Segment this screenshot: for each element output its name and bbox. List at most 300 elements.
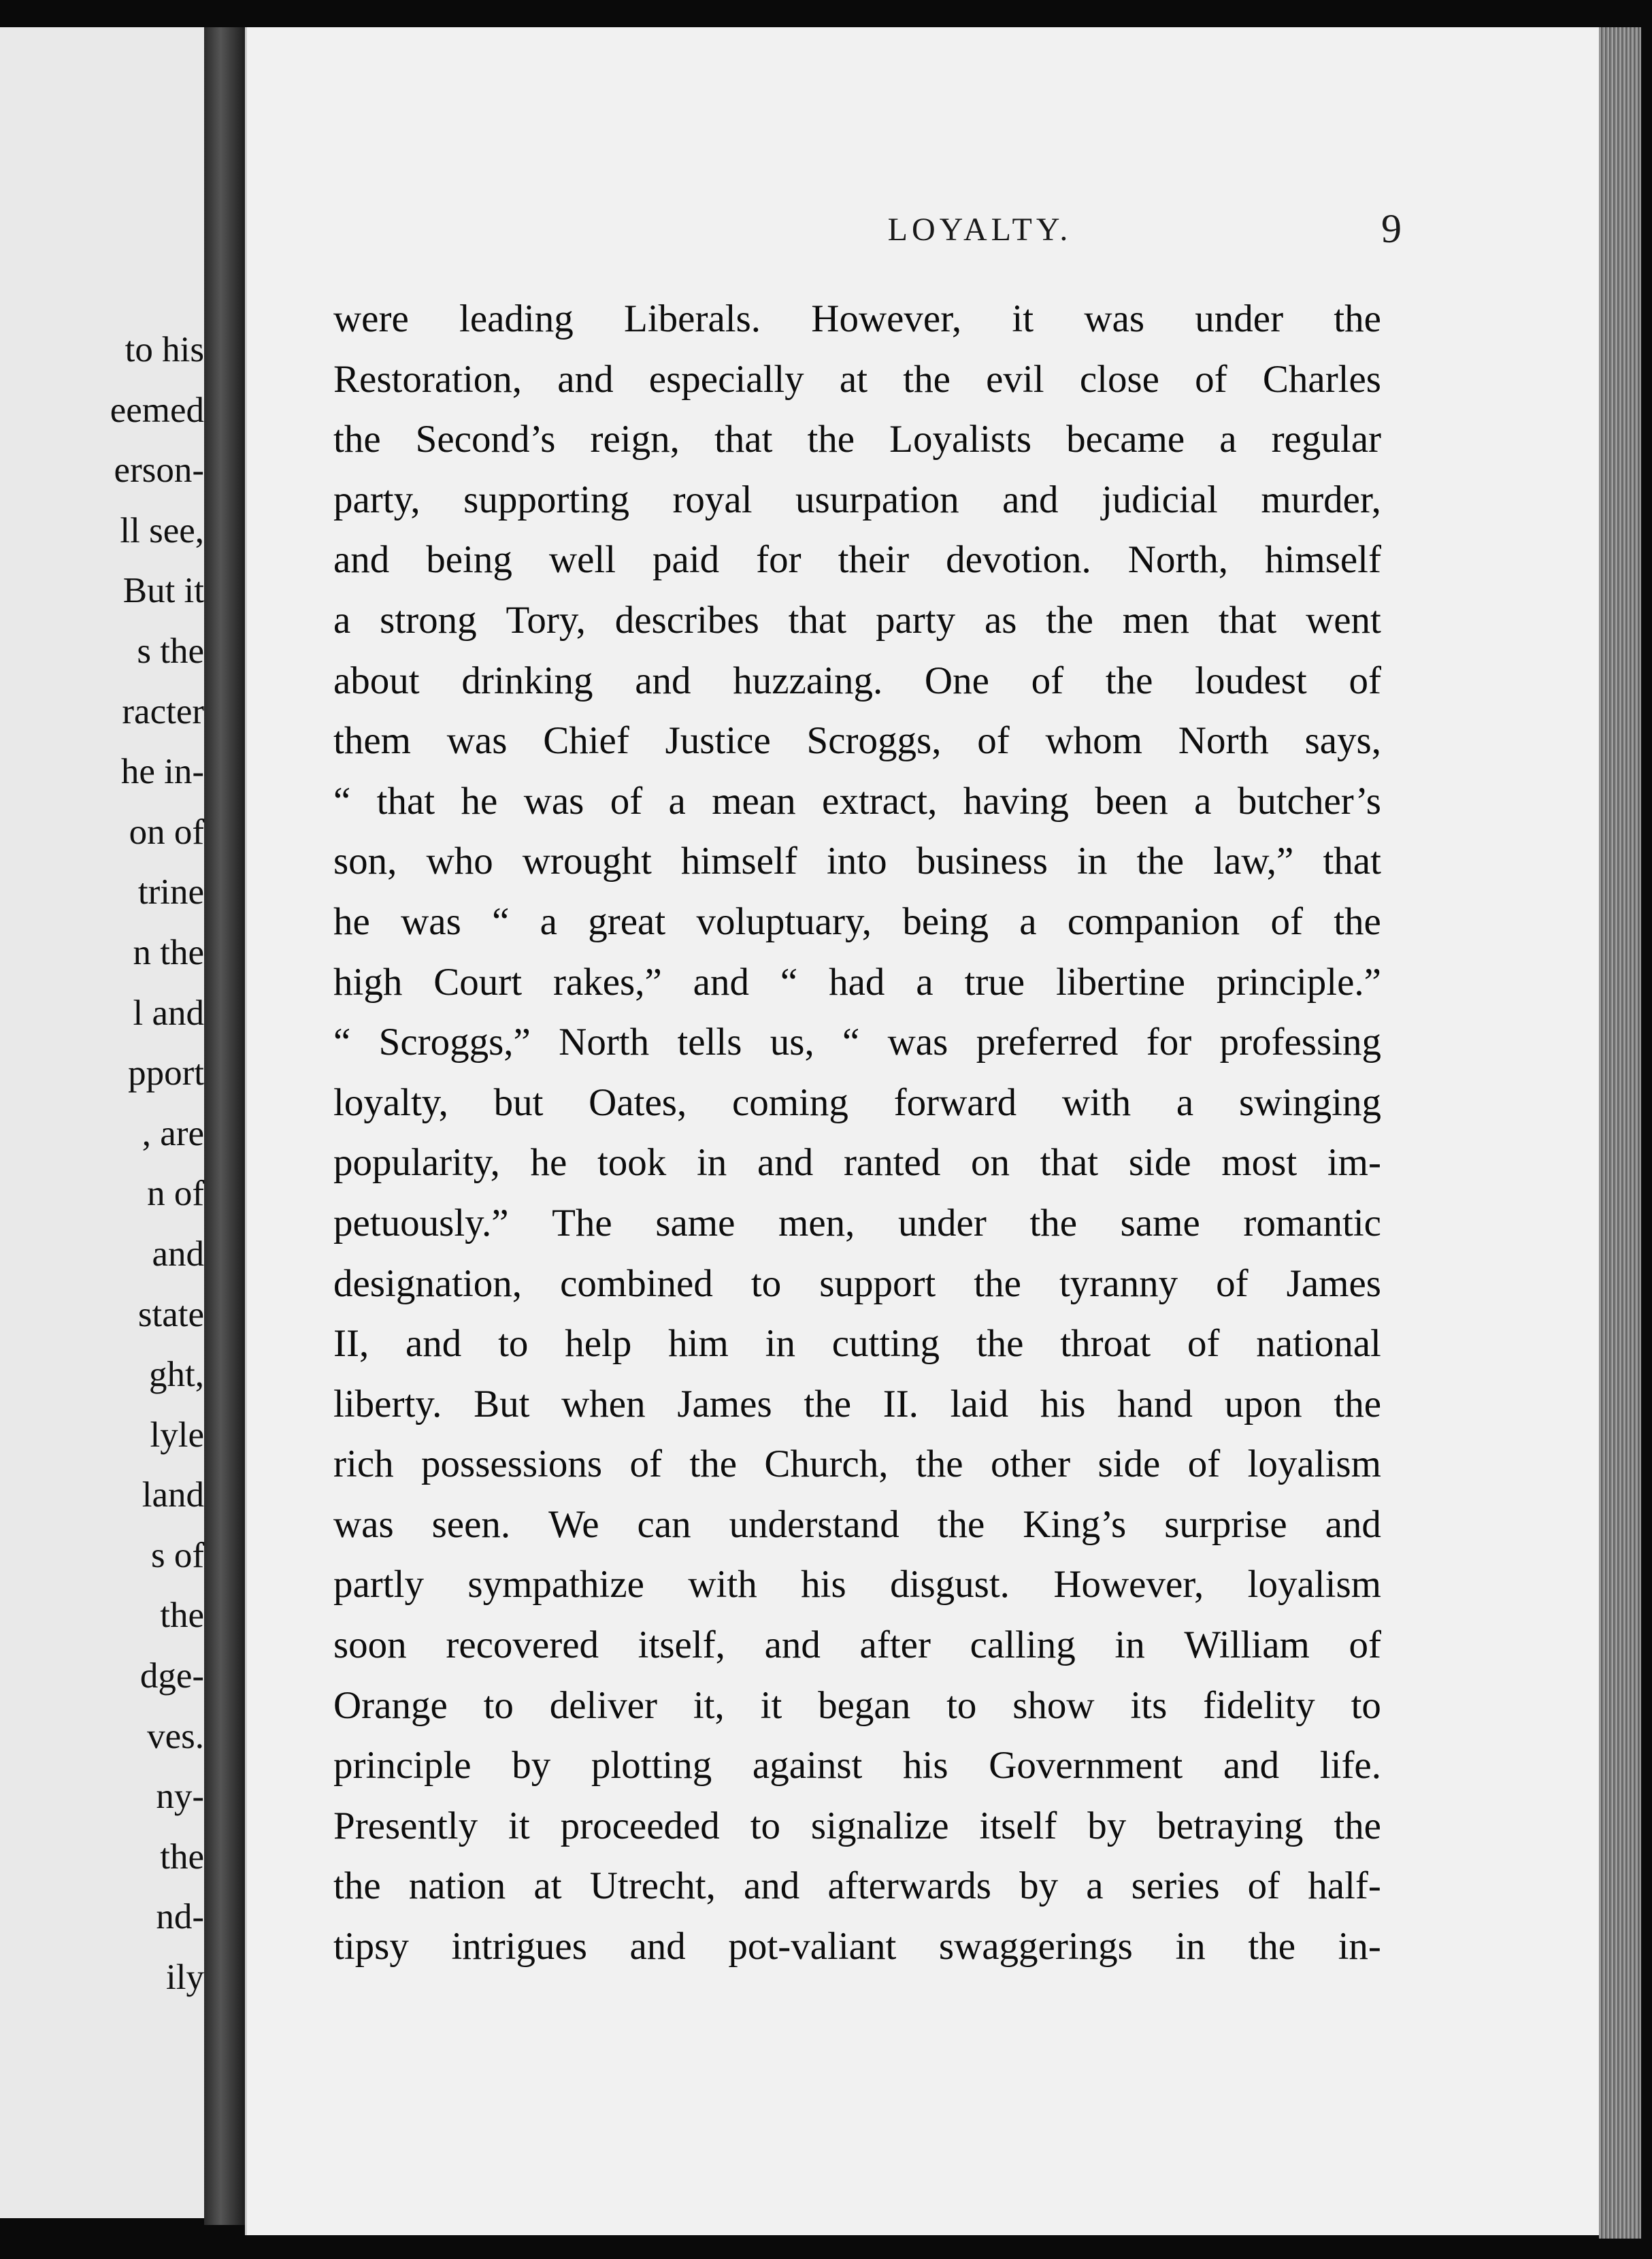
previous-page-line: nd- — [156, 1897, 204, 1937]
word: paid — [652, 538, 720, 582]
previous-page-line: l and — [133, 993, 204, 1033]
previous-page-line: s the — [137, 631, 204, 671]
word: at — [839, 357, 868, 401]
word: possessions — [421, 1442, 603, 1486]
word: of — [1349, 659, 1381, 702]
word: calling — [970, 1623, 1076, 1667]
word: a — [668, 779, 686, 823]
word: evil — [986, 357, 1044, 401]
text-line — [333, 953, 1381, 1013]
word: intrigues — [451, 1925, 587, 1968]
previous-page-line: n of — [147, 1174, 204, 1214]
word: North, — [1127, 538, 1229, 582]
word: to — [1351, 1683, 1381, 1727]
word: murder, — [1261, 478, 1381, 521]
word: surprise — [1164, 1502, 1287, 1546]
word: at — [533, 1864, 562, 1908]
word: royal — [672, 478, 753, 521]
word: regular — [1271, 418, 1381, 461]
word: about — [333, 659, 420, 702]
word: principle.” — [1216, 960, 1381, 1004]
word: true — [964, 960, 1025, 1004]
word: whom — [1045, 719, 1143, 763]
word: soon — [333, 1623, 407, 1667]
word: national — [1256, 1322, 1381, 1366]
word: Orange — [333, 1683, 448, 1727]
word: in — [1114, 1623, 1145, 1667]
word: Restoration, — [333, 357, 523, 401]
word: and — [1002, 478, 1059, 521]
word: supporting — [463, 478, 629, 521]
previous-page-line: land — [142, 1475, 204, 1515]
word: especially — [648, 357, 804, 401]
word: a — [333, 598, 351, 642]
word: and — [764, 1623, 821, 1667]
word: loyalism — [1247, 1442, 1381, 1486]
text-line — [333, 1133, 1381, 1193]
word: that — [1040, 1141, 1099, 1185]
text-line — [333, 1374, 1381, 1435]
previous-page-line: eemed — [110, 390, 204, 430]
word: it, — [693, 1683, 725, 1727]
text-line — [333, 1254, 1381, 1315]
word: was — [523, 779, 584, 823]
word: the — [1334, 1382, 1381, 1425]
previous-page-line: ves. — [147, 1716, 204, 1756]
previous-page-line: state — [137, 1294, 204, 1334]
word: had — [829, 960, 885, 1004]
word: same — [655, 1201, 736, 1244]
text-line — [333, 831, 1381, 892]
word: the — [915, 1442, 963, 1486]
word: rich — [333, 1442, 394, 1486]
text-line — [333, 651, 1381, 712]
word: Liberals. — [624, 297, 761, 340]
word: with — [688, 1563, 757, 1606]
word: and — [693, 960, 749, 1004]
word: was — [401, 900, 461, 943]
word: and — [744, 1864, 800, 1908]
word: tyranny — [1059, 1262, 1178, 1305]
word: was — [333, 1502, 394, 1546]
word: that — [1218, 598, 1277, 642]
word: mean — [712, 779, 796, 823]
word: the — [937, 1502, 985, 1546]
word: coming — [731, 1081, 848, 1124]
word: but — [493, 1081, 544, 1124]
page-number: 9 — [1381, 206, 1402, 251]
previous-page-line: to his — [125, 330, 204, 369]
word: loyalism — [1247, 1563, 1381, 1606]
word: liberty. — [333, 1382, 442, 1425]
previous-page-line: the — [160, 1596, 204, 1636]
word: who — [426, 840, 493, 883]
word: to — [750, 1262, 782, 1305]
word: the — [976, 1322, 1024, 1366]
word: cutting — [831, 1322, 940, 1366]
previous-page-line: dge- — [139, 1656, 204, 1696]
word: of — [1031, 659, 1064, 702]
word: of — [610, 779, 643, 823]
word: their — [838, 538, 910, 582]
word: went — [1306, 598, 1381, 642]
word: The — [552, 1201, 612, 1244]
word: companion — [1067, 900, 1240, 943]
text-line — [333, 289, 1381, 350]
word: Chief — [543, 719, 629, 763]
word: by — [1087, 1804, 1127, 1847]
word: party, — [333, 478, 420, 521]
word: professing — [1219, 1021, 1381, 1064]
text-line — [333, 1796, 1381, 1857]
word: romantic — [1243, 1201, 1381, 1244]
word: However, — [811, 297, 962, 340]
word: it — [1012, 297, 1034, 340]
word: nation — [408, 1864, 506, 1908]
text-line — [333, 1856, 1381, 1917]
word: a — [1194, 779, 1212, 823]
word: leading — [459, 297, 574, 340]
text-line — [333, 1434, 1381, 1495]
text-line — [333, 1073, 1381, 1134]
word: understand — [729, 1502, 899, 1546]
word: strong — [380, 598, 477, 642]
word: and — [757, 1141, 814, 1185]
word: was — [1084, 297, 1145, 340]
word: and — [333, 538, 390, 582]
word: Second’s — [415, 418, 556, 461]
word: combined — [560, 1262, 713, 1305]
word: of — [1270, 900, 1303, 943]
word: However, — [1053, 1563, 1204, 1606]
word: Presently — [333, 1804, 478, 1847]
word: with — [1061, 1081, 1131, 1124]
word: on — [971, 1141, 1010, 1185]
word: betraying — [1157, 1804, 1304, 1847]
previous-page-line: ny- — [156, 1777, 204, 1817]
word: reign, — [590, 418, 680, 461]
word: proceeded — [560, 1804, 720, 1847]
text-line — [333, 530, 1381, 591]
word: James — [1286, 1262, 1381, 1305]
word: of — [629, 1442, 662, 1486]
word: hand — [1117, 1382, 1193, 1425]
word: as — [984, 598, 1017, 642]
text-line — [333, 350, 1381, 410]
word: describes — [614, 598, 759, 642]
word: and — [1223, 1744, 1280, 1787]
word: high — [333, 960, 403, 1004]
word: tipsy — [333, 1925, 409, 1968]
word: the — [1334, 1804, 1381, 1847]
word: under — [898, 1201, 987, 1244]
word: and — [1325, 1502, 1381, 1546]
word: he — [333, 900, 370, 943]
word: itself, — [638, 1623, 725, 1667]
word: us, — [770, 1021, 814, 1064]
word: his — [1040, 1382, 1086, 1425]
word: being — [902, 900, 989, 943]
word: im- — [1327, 1141, 1381, 1185]
word: of — [1247, 1864, 1281, 1908]
word: recovered — [446, 1623, 599, 1667]
word: after — [859, 1623, 931, 1667]
word: signalize — [810, 1804, 949, 1847]
word: other — [990, 1442, 1071, 1486]
word: that — [1323, 840, 1381, 883]
word: wrought — [522, 840, 652, 883]
word: the — [807, 418, 855, 461]
word: butcher’s — [1237, 779, 1381, 823]
word: series — [1131, 1864, 1220, 1908]
previous-page-line: lyle — [150, 1415, 204, 1455]
word: One — [924, 659, 989, 702]
word: plotting — [591, 1744, 712, 1787]
word: upon — [1224, 1382, 1302, 1425]
previous-page-line: erson- — [114, 450, 204, 491]
word: him — [668, 1322, 729, 1366]
word: it — [508, 1804, 530, 1847]
word: of — [1187, 1442, 1221, 1486]
word: seen. — [431, 1502, 511, 1546]
word: for — [756, 538, 802, 582]
word: law,” — [1213, 840, 1294, 883]
previous-page-line: pport — [128, 1053, 204, 1093]
word: help — [565, 1322, 632, 1366]
word: libertine — [1056, 960, 1185, 1004]
word: afterwards — [827, 1864, 991, 1908]
page-edges — [1599, 27, 1641, 2239]
word: the — [1046, 598, 1093, 642]
word: became — [1066, 418, 1185, 461]
word: partly — [333, 1563, 424, 1606]
word: of — [1195, 357, 1227, 401]
word: were — [333, 297, 409, 340]
word: was — [887, 1021, 948, 1064]
word: against — [752, 1744, 863, 1787]
word: a — [1086, 1864, 1104, 1908]
word: and — [406, 1322, 462, 1366]
word: II. — [882, 1382, 919, 1425]
word: been — [1095, 779, 1168, 823]
word: Tory, — [506, 598, 586, 642]
word: principle — [333, 1744, 472, 1787]
text-line — [333, 1495, 1381, 1555]
word: Charles — [1262, 357, 1381, 401]
word: being — [426, 538, 512, 582]
word: “ — [842, 1021, 860, 1064]
word: began — [818, 1683, 911, 1727]
word: II, — [333, 1322, 369, 1366]
word: by — [1019, 1864, 1059, 1908]
word: devotion. — [946, 538, 1091, 582]
word: to — [750, 1804, 781, 1847]
previous-page-text — [0, 320, 204, 2008]
word: the — [1248, 1925, 1295, 1968]
word: voluptuary, — [696, 900, 872, 943]
word: and — [557, 357, 614, 401]
word: itself — [979, 1804, 1057, 1847]
word: “ — [333, 779, 351, 823]
text-line — [333, 772, 1381, 832]
text-line — [333, 892, 1381, 953]
word: took — [597, 1141, 667, 1185]
word: swinging — [1238, 1081, 1381, 1124]
word: Scroggs,” — [378, 1021, 531, 1064]
word: the — [333, 1864, 381, 1908]
word: the — [1334, 900, 1381, 943]
word: that — [376, 779, 435, 823]
word: to — [498, 1322, 529, 1366]
word: a — [1019, 900, 1037, 943]
word: North — [1178, 719, 1269, 763]
word: of — [1349, 1623, 1381, 1667]
running-title: LOYALTY. — [887, 212, 1072, 248]
word: can — [637, 1502, 691, 1546]
text-line — [333, 1615, 1381, 1676]
word: We — [548, 1502, 599, 1546]
text-line — [333, 1736, 1381, 1796]
previous-page-line: s of — [150, 1535, 204, 1575]
word: most — [1221, 1141, 1298, 1185]
word: having — [963, 779, 1069, 823]
word: half- — [1308, 1864, 1381, 1908]
word: Oates, — [589, 1081, 687, 1124]
word: them — [333, 719, 411, 763]
word: loyalty, — [333, 1081, 448, 1124]
word: the — [1029, 1201, 1078, 1244]
word: the — [1136, 840, 1185, 883]
word: swaggerings — [938, 1925, 1133, 1968]
previous-page-line: But it — [122, 571, 204, 611]
word: that — [788, 598, 847, 642]
word: says, — [1304, 719, 1381, 763]
text-line — [333, 1193, 1381, 1254]
word: laid — [950, 1382, 1009, 1425]
word: designation, — [333, 1262, 523, 1305]
word: throat — [1060, 1322, 1151, 1366]
word: preferred — [976, 1021, 1119, 1064]
word: it — [760, 1683, 782, 1727]
word: judicial — [1101, 478, 1218, 521]
word: of — [977, 719, 1010, 763]
word: well — [548, 538, 616, 582]
word: for — [1146, 1021, 1192, 1064]
word: Scroggs, — [806, 719, 942, 763]
running-head — [245, 206, 1599, 259]
text-line — [333, 410, 1381, 470]
word: Court — [433, 960, 523, 1004]
word: business — [916, 840, 1048, 883]
word: men, — [778, 1201, 855, 1244]
word: great — [588, 900, 666, 943]
previous-page-line: , are — [142, 1113, 204, 1153]
word: King’s — [1023, 1502, 1127, 1546]
word: to — [946, 1683, 977, 1727]
previous-page-line: trine — [137, 872, 204, 912]
word: he — [461, 779, 498, 823]
word: “ — [780, 960, 798, 1004]
word: fidelity — [1203, 1683, 1315, 1727]
word: he — [530, 1141, 567, 1185]
text-line — [333, 711, 1381, 772]
word: men — [1122, 598, 1189, 642]
word: a — [1219, 418, 1237, 461]
word: Justice — [665, 719, 771, 763]
book-gutter — [204, 27, 245, 2225]
word: deliver — [549, 1683, 658, 1727]
previous-page-line: he in- — [120, 752, 204, 792]
word: the — [689, 1442, 738, 1486]
word: James — [677, 1382, 772, 1425]
previous-page-fragment — [0, 27, 204, 2218]
word: to — [483, 1683, 514, 1727]
word: the — [903, 357, 951, 401]
word: the — [1334, 297, 1381, 340]
word: William — [1184, 1623, 1310, 1667]
word: in — [1175, 1925, 1206, 1968]
word: pot-valiant — [728, 1925, 897, 1968]
word: in- — [1338, 1925, 1381, 1968]
word: “ — [333, 1021, 351, 1064]
word: rakes,” — [552, 960, 662, 1004]
word: But — [474, 1382, 530, 1425]
word: ranted — [843, 1141, 941, 1185]
text-line — [333, 470, 1381, 531]
word: a — [540, 900, 557, 943]
previous-page-line: the — [160, 1836, 204, 1877]
previous-page-line: and — [152, 1234, 204, 1274]
word: the — [804, 1382, 851, 1425]
word: same — [1120, 1201, 1200, 1244]
word: was — [446, 719, 508, 763]
text-line — [333, 1314, 1381, 1374]
word: that — [714, 418, 773, 461]
word: Government — [989, 1744, 1183, 1787]
word: when — [561, 1382, 646, 1425]
text-line — [333, 1012, 1381, 1073]
word: of — [1216, 1262, 1249, 1305]
previous-page-line: on of — [129, 812, 204, 852]
word: side — [1097, 1442, 1161, 1486]
previous-page-line: ll see, — [120, 510, 204, 550]
word: Loyalists — [889, 418, 1032, 461]
text-line — [333, 591, 1381, 651]
word: in — [1077, 840, 1108, 883]
word: extract, — [822, 779, 938, 823]
text-line — [333, 1676, 1381, 1736]
word: petuously.” — [333, 1201, 509, 1244]
word: drinking — [461, 659, 593, 702]
word: loudest — [1195, 659, 1307, 702]
word: himself — [1265, 538, 1381, 582]
word: its — [1130, 1683, 1168, 1727]
word: son, — [333, 840, 397, 883]
word: a — [916, 960, 934, 1004]
word: himself — [680, 840, 797, 883]
word: popularity, — [333, 1141, 500, 1185]
word: North — [559, 1021, 650, 1064]
word: life. — [1319, 1744, 1381, 1787]
word: by — [512, 1744, 551, 1787]
word: the — [974, 1262, 1021, 1305]
word: side — [1128, 1141, 1191, 1185]
word: Church, — [764, 1442, 889, 1486]
previous-page-line: ily — [166, 1958, 204, 1998]
word: his — [801, 1563, 846, 1606]
word: under — [1195, 297, 1284, 340]
word: forward — [893, 1081, 1017, 1124]
